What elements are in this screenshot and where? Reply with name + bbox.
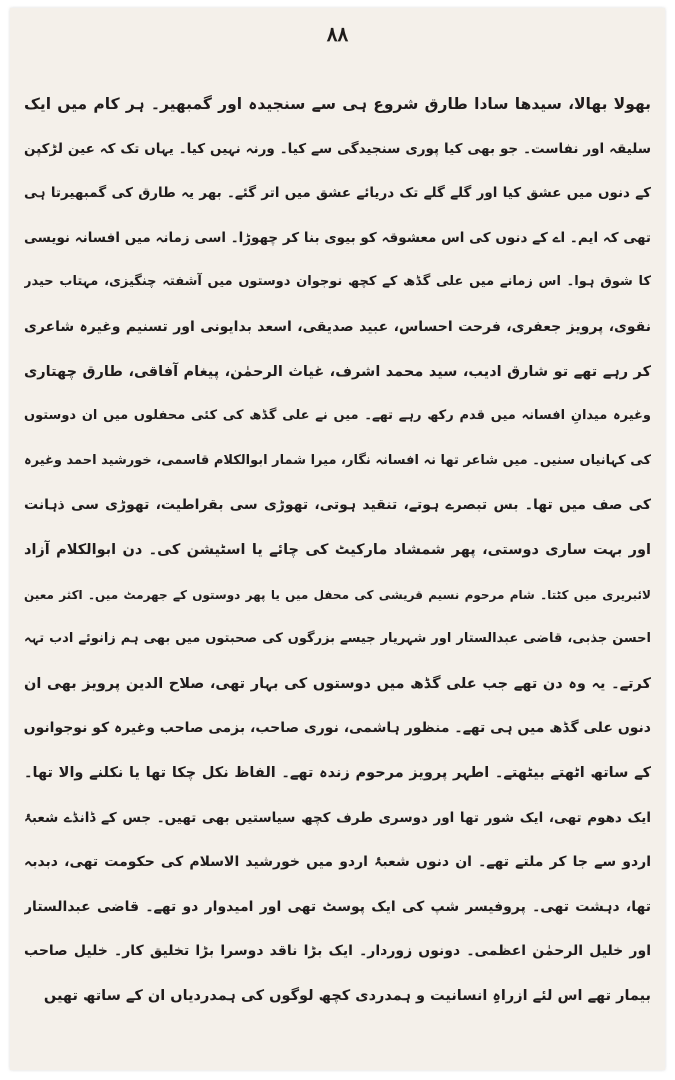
text-line-21: بیمار تھے اس لئے ازراہِ انسانیت و ہمدردی کچھ لوگوں کی ہمدردیاں ان کے ساتھ تھیں: [43, 987, 651, 1004]
text-line-3: کے دنوں میں عشق کیا اور گلے گلے تک دریائے عشق میں اتر گئے۔ بھر یہ طارق کی گمبھیرتا ہی: [24, 185, 651, 202]
text-line-10: کی صف میں تھا۔ بس تبصرے ہوتے، تنقید ہوتی، تھوڑی سی بقراطیت، تھوڑی سی ذہانت: [24, 497, 651, 514]
text-line-8: وغیرہ میدانِ افسانہ میں قدم رکھ رہے تھے۔ میں نے علی گڈھ کی کئی محفلوں میں ان دوستوں: [24, 408, 651, 424]
book-page: [10, 8, 665, 1070]
text-line-7: کر رہے تھے تو شارق ادیب، سید محمد اشرف، غیاث الرحمٰن، پیغام آفاقی، طارق چھتاری: [24, 363, 651, 380]
page-body-text: [24, 82, 651, 1018]
text-line-12: لائبریری میں کٹتا۔ شام مرحوم نسیم قریشی کی محفل میں یا پھر دوستوں کے جھرمٹ میں۔ اکثر معین: [24, 587, 651, 602]
text-line-17: ایک دھوم تھی، ایک شور تھا اور دوسری طرف کچھ سیاستیں بھی تھیں۔ جس کے ڈانڈے شعبۂ: [24, 809, 651, 826]
page-number: ٨٨: [326, 22, 349, 46]
text-line-5: کا شوق ہوا۔ اس زمانے میں علی گڈھ کے کچھ نوجوان دوستوں میں آشفتہ چنگیزی، مہتاب حیدر: [24, 274, 651, 290]
text-line-9: کی کہانیاں سنیں۔ میں شاعر تھا نہ افسانہ نگار، میرا شمار ابوالکلام قاسمی، خورشید احمد وغیرہ: [24, 452, 651, 468]
text-line-18: اردو سے جا کر ملتے تھے۔ ان دنوں شعبۂ اردو میں خورشید الاسلام کی حکومت تھی، دبدبہ: [24, 854, 651, 871]
text-line-16: کے ساتھ اٹھتے بیٹھتے۔ اطہر پرویز مرحوم زندہ تھے۔ الفاظ نکل چکا تھا یا نکلنے والا تھا۔: [24, 764, 651, 781]
text-line-1: بھولا بھالا، سیدھا سادا طارق شروع ہی سے سنجیدہ اور گمبھیر۔ ہر کام میں ایک: [24, 95, 651, 113]
text-line-20: اور خلیل الرحمٰن اعظمی۔ دونوں زوردار۔ ایک بڑا ناقد دوسرا بڑا تخلیق کار۔ خلیل صاحب: [24, 943, 651, 960]
text-line-13: احسن جذبی، قاضی عبدالستار اور شہریار جیسے بزرگوں کی صحبتوں میں بھی ہم زانوئے ادب تہہ: [24, 631, 651, 647]
text-line-2: سلیقہ اور نفاست۔ جو بھی کیا پوری سنجیدگی سے کیا۔ ورنہ نہیں کیا۔ یہاں تک کہ عین لڑکپن: [24, 140, 651, 157]
text-line-11: اور بہت ساری دوستی، پھر شمشاد مارکیٹ کی چائے یا اسٹیشن کی۔ دن ابوالکلام آزاد: [24, 541, 651, 558]
text-line-6: نقوی، پرویز جعفری، فرحت احساس، عبید صدیقی، اسعد بدایونی اور تسنیم وغیرہ شاعری: [24, 318, 651, 335]
text-line-15: دنوں علی گڈھ میں ہی تھے۔ منظور ہاشمی، نوری صاحب، بزمی صاحب وغیرہ کو نوجوانوں: [24, 720, 651, 737]
text-line-19: تھا، دہشت تھی۔ پروفیسر شپ کی ایک پوسٹ تھی اور امیدوار دو تھے۔ قاضی عبدالستار: [24, 898, 651, 915]
text-line-14: کرتے۔ یہ وہ دن تھے جب علی گڈھ میں دوستوں کی بہار تھی، صلاح الدین پرویز بھی ان: [24, 675, 651, 692]
text-line-4: تھی کہ ایم۔ اے کے دنوں کی اس معشوقہ کو بیوی بنا کر چھوڑا۔ اسی زمانہ میں افسانہ نویسی: [24, 229, 651, 246]
